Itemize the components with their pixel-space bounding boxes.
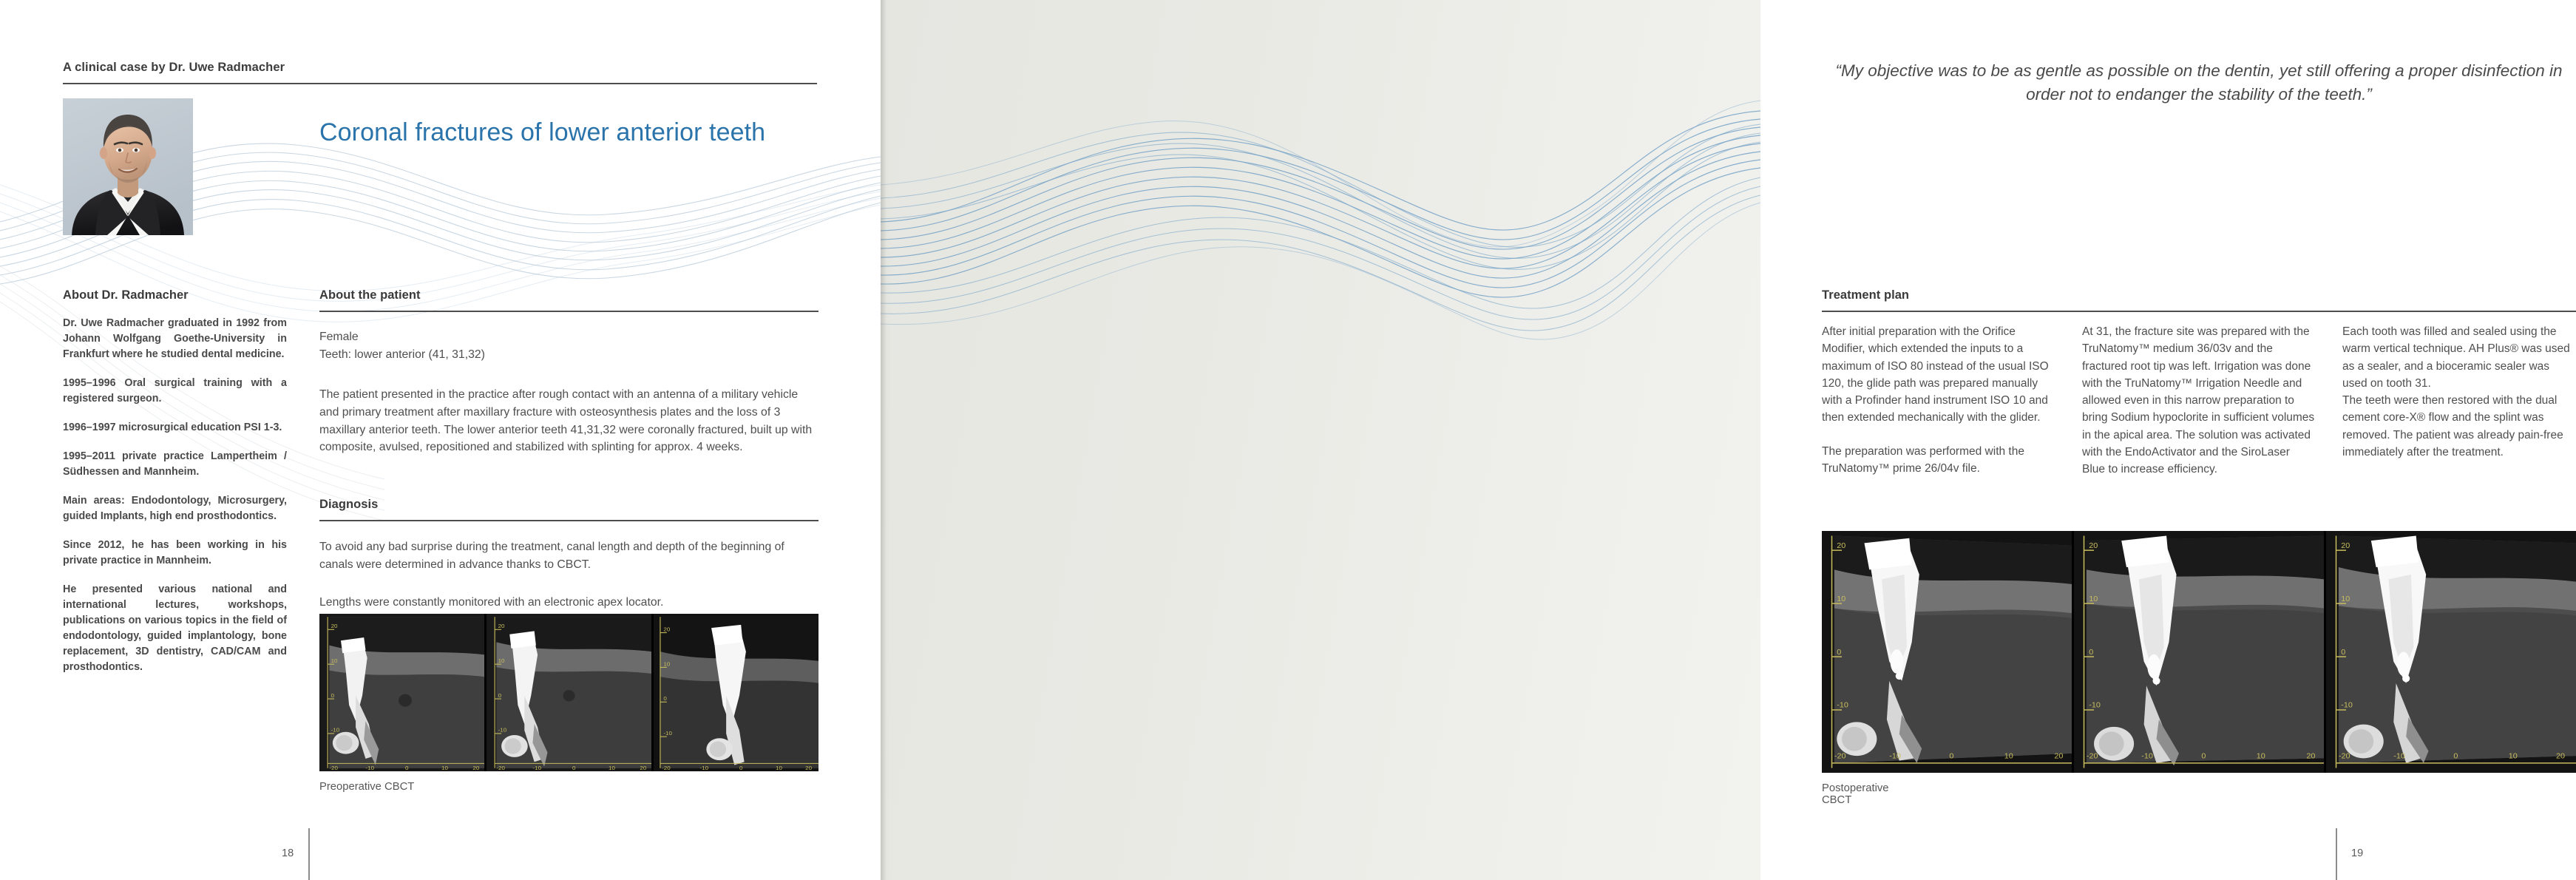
svg-text:10: 10 — [2089, 594, 2098, 603]
svg-text:-10: -10 — [532, 765, 542, 771]
bio-paragraph: 1996–1997 microsurgical education PSI 1-3. — [63, 422, 282, 434]
page-right — [881, 0, 2570, 880]
preoperative-cbct-figure — [319, 614, 818, 771]
svg-text:-20: -20 — [662, 765, 671, 771]
wave-decoration-right — [881, 0, 1760, 880]
cbct-image-pane — [654, 614, 818, 771]
svg-text:20: 20 — [663, 626, 671, 633]
svg-text:10: 10 — [441, 765, 448, 771]
page-number-rule-right — [2336, 828, 2337, 880]
pull-quote: “My objective was to be as gentle as possible on the dentin, yet still offering a proper disinfection in order not to endanger the stability of the teeth.” — [1835, 61, 2563, 104]
treatment-paragraph: Each tooth was filled and sealed using the warm vertical technique. AH Plus® was used as a sealer, and a bioceramic sealer was used on tooth 31. The teeth were then restored with the dual cement core-X® flow and the splint was removed. The patient was already pain-free immediately after the treatment. — [2342, 325, 2570, 458]
about-patient-heading: About the patient — [319, 288, 421, 302]
patient-teeth: Teeth: lower anterior (41, 31,32) — [319, 348, 485, 361]
svg-text:0: 0 — [1837, 647, 1842, 657]
page-number-left: 18 — [282, 847, 294, 859]
page-left — [0, 0, 881, 880]
bio-paragraph: 1995–1996 Oral surgical training with a registered surgeon. — [63, 377, 287, 405]
treatment-paragraph: At 31, the fracture site was prepared with the TruNatomy™ medium 36/03v and the fractured root tip was left. Irrigation was done with the TruNatomy™ Irrigation Needle and allowed even in this narrow preparation to bring Sodium hypoclorite in sufficient volumes in the apical area. The solution was activated with the EndoActivator and the SiroLaser Blue to increase efficiency. — [2082, 325, 2315, 475]
svg-text:20: 20 — [1837, 541, 1846, 550]
treatment-column-3 — [2342, 323, 2576, 478]
svg-text:-10: -10 — [1837, 700, 1848, 710]
svg-text:-10: -10 — [2089, 700, 2101, 710]
svg-text:0: 0 — [1949, 751, 1954, 761]
svg-text:10: 10 — [331, 657, 338, 664]
svg-text:-20: -20 — [329, 765, 338, 771]
treatment-plan-columns — [1822, 323, 2576, 478]
about-patient-section — [319, 288, 818, 456]
svg-text:-10: -10 — [2141, 751, 2153, 761]
cbct-image-pane — [2074, 531, 2324, 773]
treatment-paragraph: After initial preparation with the Orifice Modifier, which extended the inputs to a maximum of ISO 80 instead of the usual ISO 120, the glide path was prepared manually with a Profinder hand instrument ISO 10 and then extended mechanically with the glider. — [1822, 325, 2049, 424]
treatment-paragraph: The preparation was performed with the TruNatomy™ prime 26/04v file. — [1822, 444, 2024, 475]
diagnosis-section — [319, 498, 818, 612]
svg-text:0: 0 — [2341, 647, 2346, 657]
cbct-image-pane — [2326, 531, 2576, 773]
cbct-image-pane — [487, 614, 651, 771]
svg-text:-10: -10 — [331, 726, 340, 734]
svg-text:10: 10 — [1837, 594, 1846, 603]
cbct-image-pane — [319, 614, 484, 771]
page-title: Coronal fractures of lower anterior teeth — [319, 118, 766, 146]
svg-text:0: 0 — [2089, 647, 2094, 657]
svg-text:0: 0 — [739, 765, 743, 771]
svg-text:0: 0 — [498, 692, 502, 699]
svg-text:20: 20 — [2054, 751, 2064, 761]
diagnosis-heading: Diagnosis — [319, 498, 379, 511]
about-doctor-section — [63, 288, 287, 688]
svg-text:0: 0 — [663, 695, 667, 703]
kicker-byline: A clinical case by Dr. Uwe Radmacher — [63, 61, 285, 74]
svg-text:20: 20 — [640, 765, 647, 771]
svg-text:0: 0 — [2201, 751, 2206, 761]
svg-text:0: 0 — [404, 765, 409, 771]
svg-text:-10: -10 — [663, 730, 672, 737]
svg-text:-20: -20 — [1834, 751, 1846, 761]
page-number-right: 19 — [2351, 847, 2364, 859]
svg-text:-10: -10 — [699, 765, 709, 771]
svg-text:10: 10 — [2004, 751, 2013, 761]
svg-text:20: 20 — [2306, 751, 2316, 761]
svg-text:-10: -10 — [365, 765, 375, 771]
postoperative-cbct-caption: Postoperative CBCT — [1822, 782, 1889, 806]
svg-text:20: 20 — [2341, 541, 2350, 550]
about-doctor-heading: About Dr. Radmacher — [63, 288, 189, 302]
bio-paragraph: Since 2012, he has been working in his private practice in Mannheim. — [63, 539, 287, 567]
svg-text:-10: -10 — [1889, 751, 1901, 761]
svg-text:-20: -20 — [2338, 751, 2350, 761]
svg-text:-20: -20 — [496, 765, 505, 771]
svg-text:0: 0 — [572, 765, 576, 771]
diagnosis-divider — [319, 520, 818, 521]
svg-text:-20: -20 — [2086, 751, 2098, 761]
svg-text:10: 10 — [2341, 594, 2350, 603]
svg-text:20: 20 — [472, 765, 480, 771]
treatment-plan-heading: Treatment plan — [1822, 288, 1910, 302]
svg-text:20: 20 — [2089, 541, 2098, 550]
svg-text:20: 20 — [805, 765, 813, 771]
treatment-plan-section-head — [1822, 288, 2576, 312]
svg-text:20: 20 — [498, 623, 505, 630]
svg-text:0: 0 — [2453, 751, 2458, 761]
svg-text:0: 0 — [331, 692, 335, 699]
treatment-column-2 — [2082, 323, 2316, 478]
treatment-column-1 — [1822, 323, 2055, 478]
about-patient-divider — [319, 311, 818, 312]
svg-text:10: 10 — [2508, 751, 2518, 761]
diagnosis-text-2: Lengths were constantly monitored with an electronic apex locator. — [319, 596, 664, 609]
svg-text:-10: -10 — [2393, 751, 2405, 761]
svg-text:20: 20 — [2555, 751, 2565, 761]
svg-text:-10: -10 — [2341, 700, 2353, 710]
svg-text:10: 10 — [609, 765, 615, 771]
svg-text:10: 10 — [776, 765, 782, 771]
patient-history-text: The patient presented in the practice after rough contact with an antenna of a military vehicle and primary treatment after maxillary fracture with osteosynthesis plates and the loss of 3 maxillary anterior teeth. The lower anterior teeth 41,31,32 were coronally fractured, built up with composite, avulsed, repositioned and stabilized with splinting for approx. 4 weeks. — [319, 388, 813, 454]
svg-text:10: 10 — [663, 660, 671, 668]
doctor-portrait-photo — [63, 98, 193, 235]
bio-paragraph: 1995–2011 private practice Lampertheim / Südhessen and Mannheim. — [63, 450, 287, 478]
postoperative-cbct-figure — [1822, 531, 2576, 773]
svg-text:10: 10 — [498, 657, 505, 664]
diagnosis-text-1: To avoid any bad surprise during the treatment, canal length and depth of the beginning of canals were determined in advance thanks to CBCT. — [319, 541, 784, 571]
page-number-rule-left — [308, 828, 310, 880]
preoperative-cbct-caption: Preoperative CBCT — [319, 781, 415, 793]
svg-text:-10: -10 — [498, 726, 507, 734]
svg-text:10: 10 — [2256, 751, 2265, 761]
cbct-image-pane — [1822, 531, 2072, 773]
bio-paragraph: Main areas: Endodontology, Microsurgery, guided Implants, high end prosthodontics. — [63, 495, 287, 523]
kicker-divider — [63, 83, 817, 84]
bio-paragraph: Dr. Uwe Radmacher graduated in 1992 from Johann Wolfgang Goethe-University in Frankfurt where he studied dental medicine. — [63, 317, 287, 361]
bio-paragraph: He presented various national and international lectures, workshops, publications on various topics in the field of endodontology, guided implantology, bone replacement, 3D dentistry, CAD/CAM and prosthodontics. — [63, 583, 287, 674]
svg-text:20: 20 — [331, 623, 338, 630]
patient-sex: Female — [319, 331, 359, 343]
treatment-plan-divider — [1822, 311, 2576, 312]
